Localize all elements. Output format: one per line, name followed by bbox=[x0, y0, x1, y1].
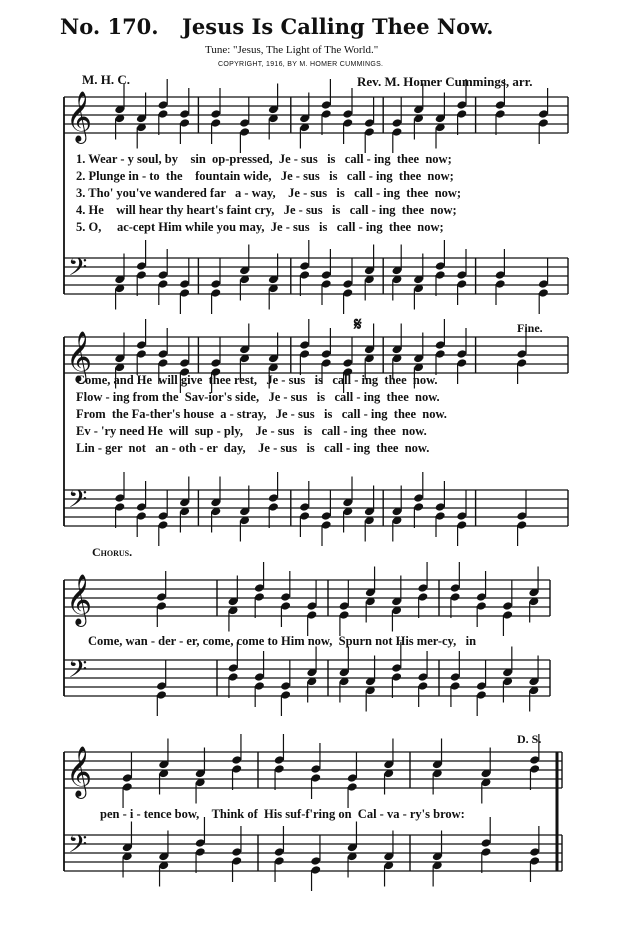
chorus-lyric-2: pen - i - tence bow, Think of His suf-f'ring on Cal - va - ry's brow: bbox=[100, 807, 465, 821]
bass-clef-icon: 𝄢 bbox=[68, 830, 88, 865]
treble-clef-icon: 𝄞 bbox=[66, 91, 93, 142]
copyright-line: COPYRIGHT, 1916, BY M. HOMER CUMMINGS. bbox=[218, 61, 384, 68]
hymn-number: No. 170. bbox=[60, 14, 159, 39]
bass-clef-icon: 𝄢 bbox=[68, 253, 88, 288]
hymn-title: Jesus Is Calling Thee Now. bbox=[182, 14, 494, 39]
verse-lyric-line: From the Fa-ther's house a - stray, Je - sus is call - ing thee now. bbox=[76, 407, 447, 421]
chorus-mark: Chorus. bbox=[92, 545, 133, 559]
treble-clef-icon: 𝄞 bbox=[66, 574, 93, 625]
fine-mark: Fine. bbox=[517, 321, 543, 335]
verse-lyric-line: 4. He will hear thy heart's faint cry, Je - sus is call - ing thee now; bbox=[76, 203, 457, 217]
ds-mark: D. S. bbox=[517, 732, 542, 746]
segno-sign: 𝄋 bbox=[354, 314, 362, 334]
verse-lyric-line: 5. O, ac-cept Him while you may, Je - sus is call - ing thee now; bbox=[76, 220, 444, 234]
verse-lyric-line: 3. Tho' you've wandered far a - way, Je - sus is call - ing thee now; bbox=[76, 186, 462, 200]
verse-lyric-line: Flow - ing from the Sav-ior's side, Je - sus is call - ing thee now. bbox=[76, 390, 440, 404]
bass-clef-icon: 𝄢 bbox=[68, 485, 88, 520]
chorus-lyric-1: Come, wan - der - er, come, come to Him now, Spurn not His mer-cy, in bbox=[88, 634, 477, 648]
arranger-credit: Rev. M. Homer Cummings, arr. bbox=[357, 74, 533, 89]
verse-lyric-line: 1. Wear - y soul, by sin op-pressed, Je - sus is call - ing thee now; bbox=[76, 152, 452, 166]
verse-lyric-line: 2. Plunge in - to the fountain wide, Je - sus is call - ing thee now; bbox=[76, 169, 454, 183]
verse-lyric-line: Come, and He will give thee rest, Je - sus is call - ing thee now. bbox=[76, 373, 438, 387]
composer-credit: M. H. C. bbox=[82, 72, 131, 87]
tune-line: Tune: "Jesus, The Light of The World." bbox=[205, 44, 379, 56]
verse-lyric-line: Ev - 'ry need He will sup - ply, Je - sus is call - ing thee now. bbox=[76, 424, 427, 438]
treble-clef-icon: 𝄞 bbox=[66, 331, 93, 382]
treble-clef-icon: 𝄞 bbox=[66, 746, 93, 797]
verse-lyric-line: Lin - ger not an - oth - er day, Je - sus is call - ing thee now. bbox=[76, 441, 430, 455]
bass-clef-icon: 𝄢 bbox=[68, 655, 88, 690]
